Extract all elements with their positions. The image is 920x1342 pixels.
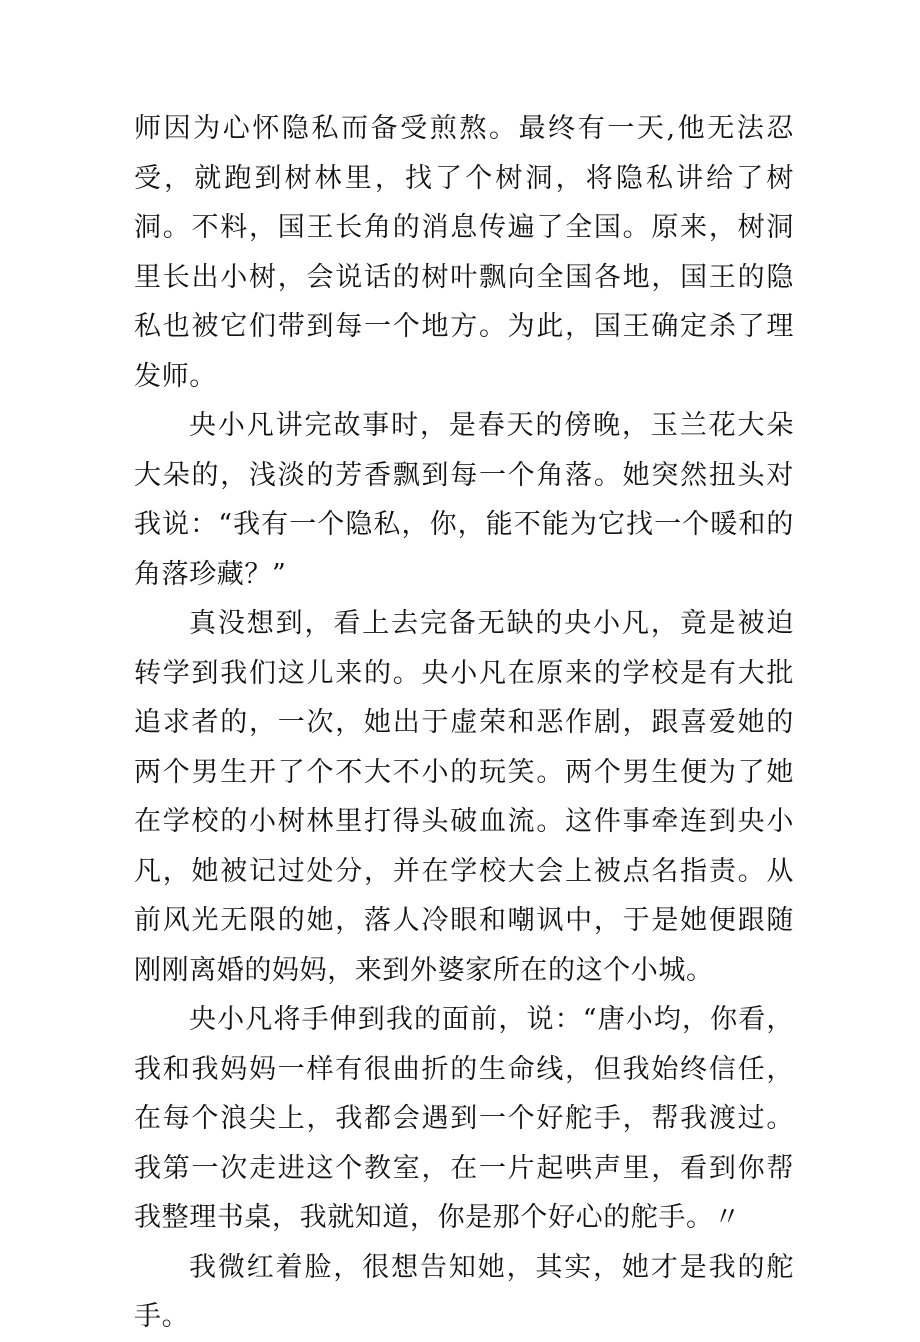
paragraph-1: 师因为心怀隐私而备受煎熬。最终有一天,他无法忍受，就跑到树林里，找了个树洞，将隐私讲给了树洞。不料，国王长角的消息传遍了全国。原来，树洞里长出小树，会说话的树叶飘向全国各地，国王的隐私也被它们带到每一个地方。为此，国王确定杀了理发师。 (134, 113, 794, 392)
paragraph-3: 真没想到，看上去完备无缺的央小凡，竟是被迫转学到我们这儿来的。央小凡在原来的学校是有大批追求者的，一次，她出于虚荣和恶作剧，跟喜爱她的两个男生开了个不大不小的玩笑。两个男生便为了她在学校的小树林里打得头破血流。这件事牵连到央小凡，她被记过处分，并在学校大会上被点名指责。从前风光无限的她，落人冷眼和嘲讽中，于是她便跟随刚刚离婚的妈妈，来到外婆家所在的这个小城。 (134, 608, 794, 986)
paragraph-2: 央小凡讲完故事时，是春天的傍晚，玉兰花大朵大朵的，浅淡的芳香飘到每一个角落。她突然扭头对我说：“我有一个隐私，你，能不能为它找一个暖和的角落珍藏？” (134, 410, 794, 590)
document-body (134, 104, 794, 1342)
paragraph-5: 我微红着脸，很想告知她，其实，她才是我的舵手。 (134, 1251, 794, 1332)
paragraph-4: 央小凡将手伸到我的面前，说：“唐小均，你看，我和我妈妈一样有很曲折的生命线，但我始终信任，在每个浪尖上，我都会遇到一个好舵手，帮我渡过。我第一次走进这个教室，在一片起哄声里，看到你帮我整理书桌，我就知道，你是那个好心的舵手。〃 (134, 1004, 794, 1233)
